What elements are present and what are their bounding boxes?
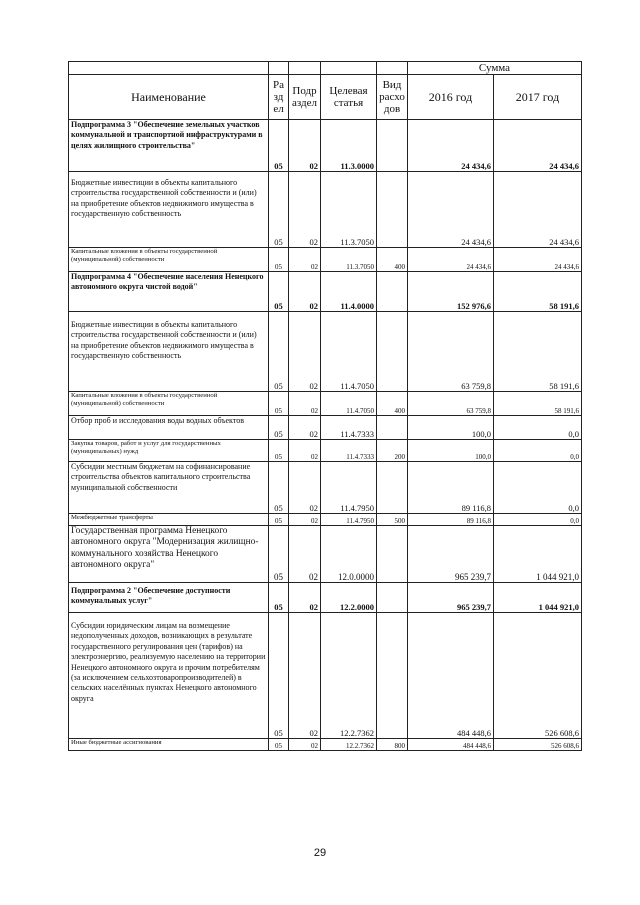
row-celevaya: 11.4.7333 xyxy=(321,440,377,462)
row-celevaya: 12.2.0000 xyxy=(321,583,377,613)
table-row xyxy=(69,526,582,583)
row-2016: 152 976,6 xyxy=(408,272,494,312)
row-2016: 24 434,6 xyxy=(408,248,494,272)
row-2017: 58 191,6 xyxy=(494,392,582,416)
row-celevaya: 11.3.0000 xyxy=(321,120,377,172)
row-razdel: 05 xyxy=(269,248,289,272)
row-vid xyxy=(377,583,408,613)
table-row xyxy=(69,613,582,739)
header-sum: Сумма xyxy=(408,62,582,75)
row-vid: 800 xyxy=(377,739,408,751)
row-2017: 24 434,6 xyxy=(494,248,582,272)
row-2016: 484 448,6 xyxy=(408,613,494,739)
row-podrazdel: 02 xyxy=(289,272,321,312)
row-2016: 24 434,6 xyxy=(408,120,494,172)
row-name: Отбор проб и исследования воды водных объектов xyxy=(69,416,269,440)
row-podrazdel: 02 xyxy=(289,172,321,248)
row-vid xyxy=(377,312,408,392)
row-podrazdel: 02 xyxy=(289,248,321,272)
table-row xyxy=(69,514,582,526)
row-2016: 484 448,6 xyxy=(408,739,494,751)
row-name: Подпрограмма 4 "Обеспечение населения Ненецкого автономного округа чистой водой" xyxy=(69,272,269,312)
row-razdel: 05 xyxy=(269,392,289,416)
header-name: Наименование xyxy=(69,75,269,120)
row-razdel: 05 xyxy=(269,613,289,739)
row-2016: 63 759,8 xyxy=(408,312,494,392)
row-2017: 58 191,6 xyxy=(494,312,582,392)
row-podrazdel: 02 xyxy=(289,416,321,440)
row-2017: 526 608,6 xyxy=(494,739,582,751)
row-celevaya: 12.2.7362 xyxy=(321,613,377,739)
table-row xyxy=(69,120,582,172)
row-podrazdel: 02 xyxy=(289,462,321,514)
row-2016: 965 239,7 xyxy=(408,526,494,583)
row-name: Закупка товаров, работ и услуг для государственных (муниципальных) нужд xyxy=(69,440,269,462)
row-2016: 100,0 xyxy=(408,416,494,440)
row-celevaya: 11.4.7050 xyxy=(321,392,377,416)
row-2017: 1 044 921,0 xyxy=(494,526,582,583)
row-vid: 200 xyxy=(377,440,408,462)
table-row xyxy=(69,312,582,392)
row-celevaya: 11.3.7050 xyxy=(321,172,377,248)
row-vid xyxy=(377,120,408,172)
header-empty-cell xyxy=(289,62,321,75)
row-celevaya: 11.4.7333 xyxy=(321,416,377,440)
row-razdel: 05 xyxy=(269,462,289,514)
row-vid: 400 xyxy=(377,248,408,272)
row-podrazdel: 02 xyxy=(289,514,321,526)
row-2016: 100,0 xyxy=(408,440,494,462)
header-empty-cell xyxy=(321,62,377,75)
header-row-top xyxy=(69,62,582,75)
row-name: Капитальные вложения в объекты государственной (муниципальной) собственности xyxy=(69,392,269,416)
row-podrazdel: 02 xyxy=(289,613,321,739)
row-celevaya: 11.4.0000 xyxy=(321,272,377,312)
row-2017: 0,0 xyxy=(494,462,582,514)
table-row xyxy=(69,462,582,514)
row-2017: 0,0 xyxy=(494,416,582,440)
row-name: Государственная программа Ненецкого автономного округа "Модернизация жилищно-коммунального хозяйства Ненецкого автономного округа" xyxy=(69,526,269,583)
row-2017: 1 044 921,0 xyxy=(494,583,582,613)
row-name: Подпрограмма 3 "Обеспечение земельных участков коммунальной и транспортной инфраструктурами в целях жилищного строительства" xyxy=(69,120,269,172)
row-2017: 24 434,6 xyxy=(494,172,582,248)
row-razdel: 05 xyxy=(269,514,289,526)
row-celevaya: 11.4.7950 xyxy=(321,462,377,514)
row-razdel: 05 xyxy=(269,583,289,613)
header-empty-cell xyxy=(269,62,289,75)
row-vid xyxy=(377,172,408,248)
row-vid: 400 xyxy=(377,392,408,416)
row-2017: 0,0 xyxy=(494,514,582,526)
row-vid: 500 xyxy=(377,514,408,526)
table-row xyxy=(69,392,582,416)
row-2016: 89 116,8 xyxy=(408,514,494,526)
row-celevaya: 12.2.7362 xyxy=(321,739,377,751)
header-row xyxy=(69,75,582,120)
header-2016: 2016 год xyxy=(408,75,494,120)
row-2016: 24 434,6 xyxy=(408,172,494,248)
row-podrazdel: 02 xyxy=(289,392,321,416)
row-2017: 0,0 xyxy=(494,440,582,462)
row-razdel: 05 xyxy=(269,312,289,392)
row-2017: 58 191,6 xyxy=(494,272,582,312)
row-name: Субсидии местным бюджетам на софинансирование строительства объектов капитального строительства муниципальной собственности xyxy=(69,462,269,514)
header-podrazdel: Подр аздел xyxy=(289,75,321,120)
row-2017: 526 608,6 xyxy=(494,613,582,739)
table-row xyxy=(69,172,582,248)
page-number: 29 xyxy=(313,847,327,859)
header-vid: Вид расхо дов xyxy=(377,75,408,120)
header-empty-cell xyxy=(377,62,408,75)
row-2017: 24 434,6 xyxy=(494,120,582,172)
row-2016: 965 239,7 xyxy=(408,583,494,613)
row-2016: 63 759,8 xyxy=(408,392,494,416)
row-razdel: 05 xyxy=(269,440,289,462)
table-row xyxy=(69,248,582,272)
row-vid xyxy=(377,613,408,739)
header-razdel: Разд ел xyxy=(269,75,289,120)
row-vid xyxy=(377,526,408,583)
budget-table xyxy=(68,61,582,751)
row-vid xyxy=(377,272,408,312)
table-row xyxy=(69,272,582,312)
row-podrazdel: 02 xyxy=(289,440,321,462)
row-name: Капитальные вложения в объекты государственной (муниципальной) собственности xyxy=(69,248,269,272)
table-row xyxy=(69,416,582,440)
row-name: Межбюджетные трансферты xyxy=(69,514,269,526)
row-razdel: 05 xyxy=(269,172,289,248)
row-podrazdel: 02 xyxy=(289,526,321,583)
row-celevaya: 11.3.7050 xyxy=(321,248,377,272)
row-name: Бюджетные инвестиции в объекты капитального строительства государственной собственности и (или) на приобретение объектов недвижимого имущества в государственную собственность xyxy=(69,172,269,248)
row-podrazdel: 02 xyxy=(289,312,321,392)
row-razdel: 05 xyxy=(269,526,289,583)
row-2016: 89 116,8 xyxy=(408,462,494,514)
row-name: Бюджетные инвестиции в объекты капитального строительства государственной собственности и (или) на приобретение объектов недвижимого имущества в государственную собственность xyxy=(69,312,269,392)
row-razdel: 05 xyxy=(269,739,289,751)
row-celevaya: 11.4.7950 xyxy=(321,514,377,526)
row-name: Иные бюджетные ассигнования xyxy=(69,739,269,751)
row-vid xyxy=(377,462,408,514)
row-razdel: 05 xyxy=(269,416,289,440)
row-vid xyxy=(377,416,408,440)
row-podrazdel: 02 xyxy=(289,583,321,613)
row-razdel: 05 xyxy=(269,120,289,172)
row-podrazdel: 02 xyxy=(289,120,321,172)
table-row xyxy=(69,583,582,613)
row-celevaya: 11.4.7050 xyxy=(321,312,377,392)
header-2017: 2017 год xyxy=(494,75,582,120)
row-celevaya: 12.0.0000 xyxy=(321,526,377,583)
row-podrazdel: 02 xyxy=(289,739,321,751)
header-empty-cell xyxy=(69,62,269,75)
row-name: Подпрограмма 2 "Обеспечение доступности коммунальных услуг" xyxy=(69,583,269,613)
table-row xyxy=(69,739,582,751)
row-name: Субсидии юридическим лицам на возмещение недополученных доходов, возникающих в результате государственного регулирования цен (тарифов) на электроэнергию, реализуемую населению на территории Ненецкого автономного округа и прочим потребителям (за исключением сельхозтоваропроизводителей) в сельских населённых пунктах Ненецкого автономного округа xyxy=(69,613,269,739)
row-razdel: 05 xyxy=(269,272,289,312)
table-row xyxy=(69,440,582,462)
header-celevaya: Целевая статья xyxy=(321,75,377,120)
